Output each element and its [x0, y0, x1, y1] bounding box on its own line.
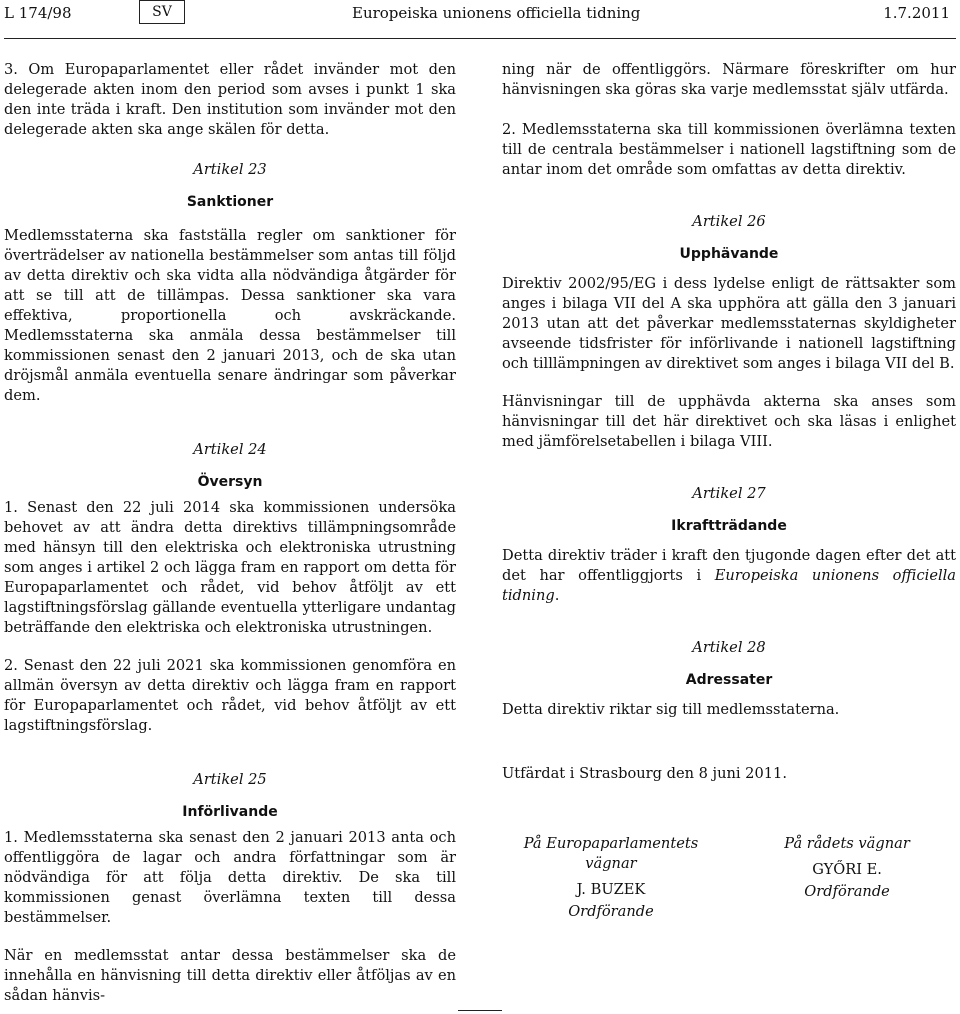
- page-number: L 174/98: [4, 4, 72, 22]
- signature-parliament-name: J. BUZEK: [576, 881, 646, 898]
- page-header: [4, 0, 956, 36]
- article-27-text: [502, 546, 956, 606]
- signature-parliament: [502, 834, 720, 922]
- signature-council-on-behalf: På rådets vägnar: [784, 835, 910, 852]
- article-24-paragraph-1: 1. Senast den 22 juli 2014 ska kommissionen undersöka behovet av att ändra detta direktivs tillämpningsområde med hänsyn till den elektriska och elektroniska utrustning som anges i artikel 2 och lägga fram en rapport om detta för Europaparlamentet och rådet, vid behov åtföljt av ett lagstiftningsförslag gällande eventuella ytterligare undantag beträffande den elektriska och elektroniska utrustningen.: [4, 499, 456, 636]
- article-23-number: Artikel 23: [193, 161, 267, 178]
- issued-statement: Utfärdat i Strasbourg den 8 juni 2011.: [502, 765, 787, 782]
- article-28-title: Adressater: [685, 672, 773, 688]
- article-25-number: Artikel 25: [193, 771, 267, 788]
- article-25-title: Införlivande: [182, 804, 278, 820]
- continued-paragraph: ning när de offentliggörs. Närmare föreskrifter om hur hänvisningen ska göras ska varje medlemsstat själv utfärda.: [502, 61, 956, 98]
- article-27-title: Ikraftträdande: [671, 518, 787, 534]
- journal-reference: Europeiska unionens officiella tidning: [502, 567, 956, 604]
- article-26-paragraph-2: Hänvisningar till de upphävda akterna ska anses som hänvisningar till det här direktivet och ska läsas i enlighet med jämförelsetabellen i bilaga VIII.: [502, 393, 956, 450]
- paragraph-2: 2. Medlemsstaterna ska till kommissionen överlämna texten till de centrala bestämmelser i nationell lagstiftning som de antar inom det område som omfattas av detta direktiv.: [502, 121, 956, 178]
- signature-council-role: Ordförande: [804, 883, 890, 900]
- article-24-title: Översyn: [197, 474, 263, 490]
- signatures: [502, 834, 956, 922]
- article-27-number: Artikel 27: [692, 485, 766, 502]
- article-26-title: Upphävande: [679, 246, 779, 262]
- signature-council-name: GYŐRI E.: [812, 861, 882, 878]
- article-26-paragraph-1: Direktiv 2002/95/EG i dess lydelse enligt de rättsakter som anges i bilaga VII del A ska upphöra att gälla den 3 januari 2013 utan att det påverkar medlemsstaternas skyldigheter avseende tidsfrister för införlivande i nationell lagstiftning och tilllämpningen av direktivet som anges i bilaga VII del B.: [502, 275, 956, 372]
- footer-rule: [458, 1010, 502, 1011]
- article-23-text: Medlemsstaterna ska fastställa regler om sanktioner för överträdelser av nationella bestämmelser som antas till följd av detta direktiv och ska vidta alla nödvändiga åtgärder för att se till att de tillämpas. Dessa sanktioner ska vara effektiva, proportionella och avskräckande. Medlemsstaterna ska anmäla dessa bestämmelser till kommissionen senast den 2 januari 2013, och de ska utan dröjsmål anmäla eventuella senare ändringar som påverkar dem.: [4, 227, 456, 404]
- issue-date: 1.7.2011: [883, 4, 950, 22]
- article-23-title: Sanktioner: [186, 194, 274, 210]
- paragraph-3: 3. Om Europaparlamentet eller rådet invänder mot den delegerade akten inom den period som avses i punkt 1 ska den inte träda i kraft. Den institution som invänder mot den delegerade akten ska ange skälen för detta.: [4, 61, 456, 138]
- article-28-text: Detta direktiv riktar sig till medlemsstaterna.: [502, 701, 840, 718]
- article-25-paragraph-2: När en medlemsstat antar dessa bestämmelser ska de innehålla en hänvisning till detta direktiv eller åtföljas av en sådan hänvis-: [4, 947, 456, 1004]
- journal-title: Europeiska unionens officiella tidning: [352, 4, 641, 22]
- signature-parliament-on-behalf: På Europaparlamentets vägnar: [523, 835, 699, 872]
- article-27-text-end: .: [554, 587, 560, 604]
- article-24-paragraph-2: 2. Senast den 22 juli 2021 ska kommissionen genomföra en allmän översyn av detta direktiv och lägga fram en rapport för Europaparlamentet och rådet, vid behov åtföljt av ett lagstiftningsförslag.: [4, 657, 456, 734]
- signature-council: [738, 834, 956, 922]
- right-column: [502, 60, 956, 922]
- article-24-number: Artikel 24: [193, 441, 267, 458]
- left-column: [4, 60, 456, 1006]
- signature-parliament-role: Ordförande: [568, 903, 654, 920]
- article-28-number: Artikel 28: [692, 639, 766, 656]
- article-25-paragraph-1: 1. Medlemsstaterna ska senast den 2 januari 2013 anta och offentliggöra de lagar och andra författningar som är nödvändiga för att följa detta direktiv. De ska till kommissionen genast överlämna texten till dessa bestämmelser.: [4, 829, 456, 926]
- article-26-number: Artikel 26: [692, 213, 766, 230]
- language-badge: SV: [139, 0, 185, 24]
- article-27-text-start: Detta direktiv träder i kraft den tjugonde dagen efter det att det har offentliggjorts i: [502, 547, 956, 584]
- header-rule: [4, 38, 956, 39]
